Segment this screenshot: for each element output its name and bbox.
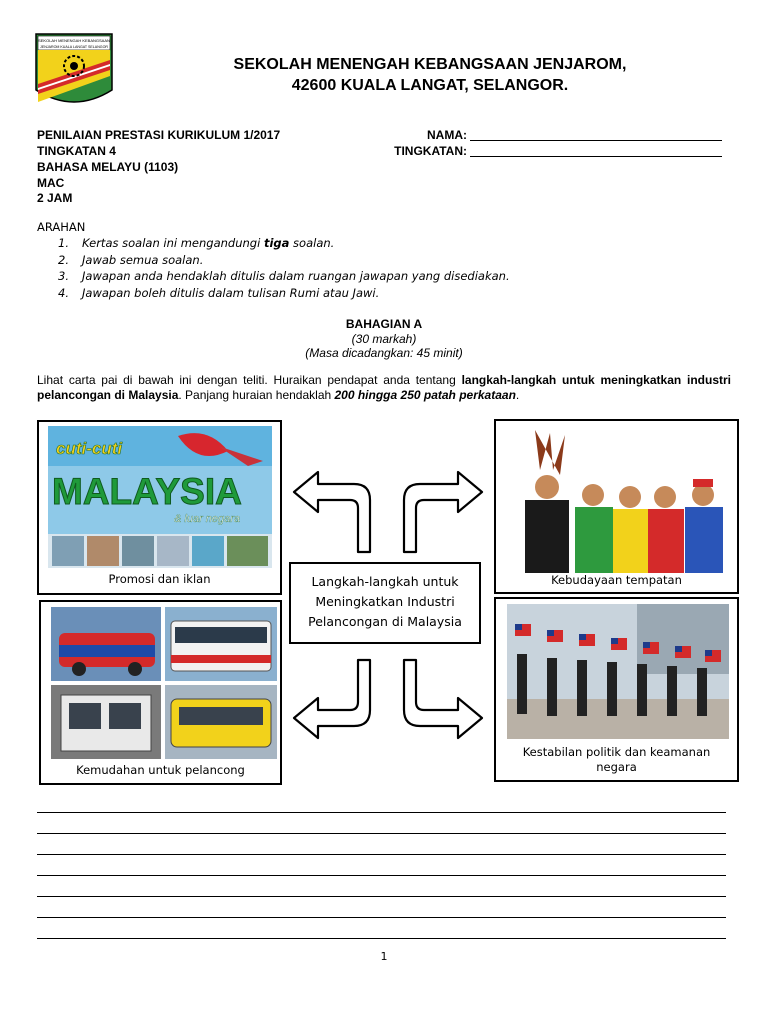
transport-collage-image xyxy=(51,607,277,759)
exam-form: TINGKATAN 4 xyxy=(37,144,116,158)
poster-cuti-text: cuti-cuti xyxy=(56,439,123,458)
page-number: 1 xyxy=(380,950,388,963)
poster-sub-text: & luar negara xyxy=(174,513,241,525)
school-logo xyxy=(34,32,114,114)
answer-line[interactable] xyxy=(37,938,726,939)
diagram-arrows xyxy=(288,470,488,740)
answer-line[interactable] xyxy=(37,896,726,897)
stability-box xyxy=(494,597,739,782)
answer-line[interactable] xyxy=(37,833,726,834)
instruction-item: 1. Kertas soalan ini mengandungi tiga soalan. xyxy=(58,236,335,250)
tourism-poster-image xyxy=(48,426,272,568)
arrow-up-left-icon xyxy=(294,472,370,552)
school-address: 42600 KUALA LANGAT, SELANGOR. xyxy=(291,77,569,94)
center-topic-line3: Pelancongan di Malaysia xyxy=(308,614,462,629)
cultural-dancers-image xyxy=(505,425,731,573)
instruction-item: 2. Jawab semua soalan. xyxy=(58,252,204,267)
instruction-item: 3. Jawapan anda hendaklah ditulis dalam ruangan jawapan yang disediakan. xyxy=(58,269,510,283)
facilities-caption: Kemudahan untuk pelancong xyxy=(76,763,245,777)
logo-text-top: SEKOLAH MENENGAH KEBANGSAAN xyxy=(38,38,110,43)
form-field[interactable] xyxy=(470,144,722,157)
arrow-down-right-icon xyxy=(404,660,482,738)
center-topic-line1: Langkah-langkah untuk xyxy=(311,574,459,589)
center-topic-line2: Meningkatkan Industri xyxy=(315,594,455,609)
promotion-caption: Promosi dan iklan xyxy=(108,572,211,586)
exam-duration: 2 JAM xyxy=(37,191,73,205)
name-field[interactable] xyxy=(470,128,722,141)
school-name: SEKOLAH MENENGAH KEBANGSAAN JENJAROM, xyxy=(233,56,627,73)
section-marks: (30 markah) xyxy=(351,332,417,346)
promotion-box xyxy=(37,420,282,595)
parade-image xyxy=(507,604,729,739)
instructions-title: ARAHAN xyxy=(37,220,86,234)
culture-caption: Kebudayaan tempatan xyxy=(551,573,682,587)
instructions-list xyxy=(58,235,510,301)
exam-month: MAC xyxy=(37,176,65,190)
name-label: NAMA: xyxy=(427,128,467,142)
instruction-item: 4. Jawapan boleh ditulis dalam tulisan Rumi atau Jawi. xyxy=(58,285,380,300)
culture-box xyxy=(494,419,739,594)
section-title: BAHAGIAN A xyxy=(345,317,423,331)
answer-line[interactable] xyxy=(37,854,726,855)
poster-malaysia-text: MALAYSIA xyxy=(52,471,242,512)
answer-line[interactable] xyxy=(37,812,726,813)
logo-text-bottom: JENJAROM KUALA LANGAT SELANGOR xyxy=(40,45,108,49)
arrow-down-left-icon xyxy=(294,660,370,738)
exam-title: PENILAIAN PRESTASI KURIKULUM 1/2017 xyxy=(37,128,281,142)
section-time: (Masa dicadangkan: 45 minit) xyxy=(305,346,463,360)
facilities-box xyxy=(39,600,282,785)
question-text: Lihat carta pai di bawah ini dengan teliti. Huraikan pendapat anda tentang langkah-langkah untuk meningkatkan industri pelancongan di Malaysia. Panjang huraian hendaklah 200 hingga 250 patah perkataan. xyxy=(37,373,731,402)
exam-subject: BAHASA MELAYU (1103) xyxy=(37,160,179,174)
answer-line[interactable] xyxy=(37,917,726,918)
answer-line[interactable] xyxy=(37,875,726,876)
form-label: TINGKATAN: xyxy=(394,144,467,158)
stability-caption: Kestabilan politik dan keamanan negara xyxy=(522,745,711,774)
arrow-up-right-icon xyxy=(404,472,482,552)
